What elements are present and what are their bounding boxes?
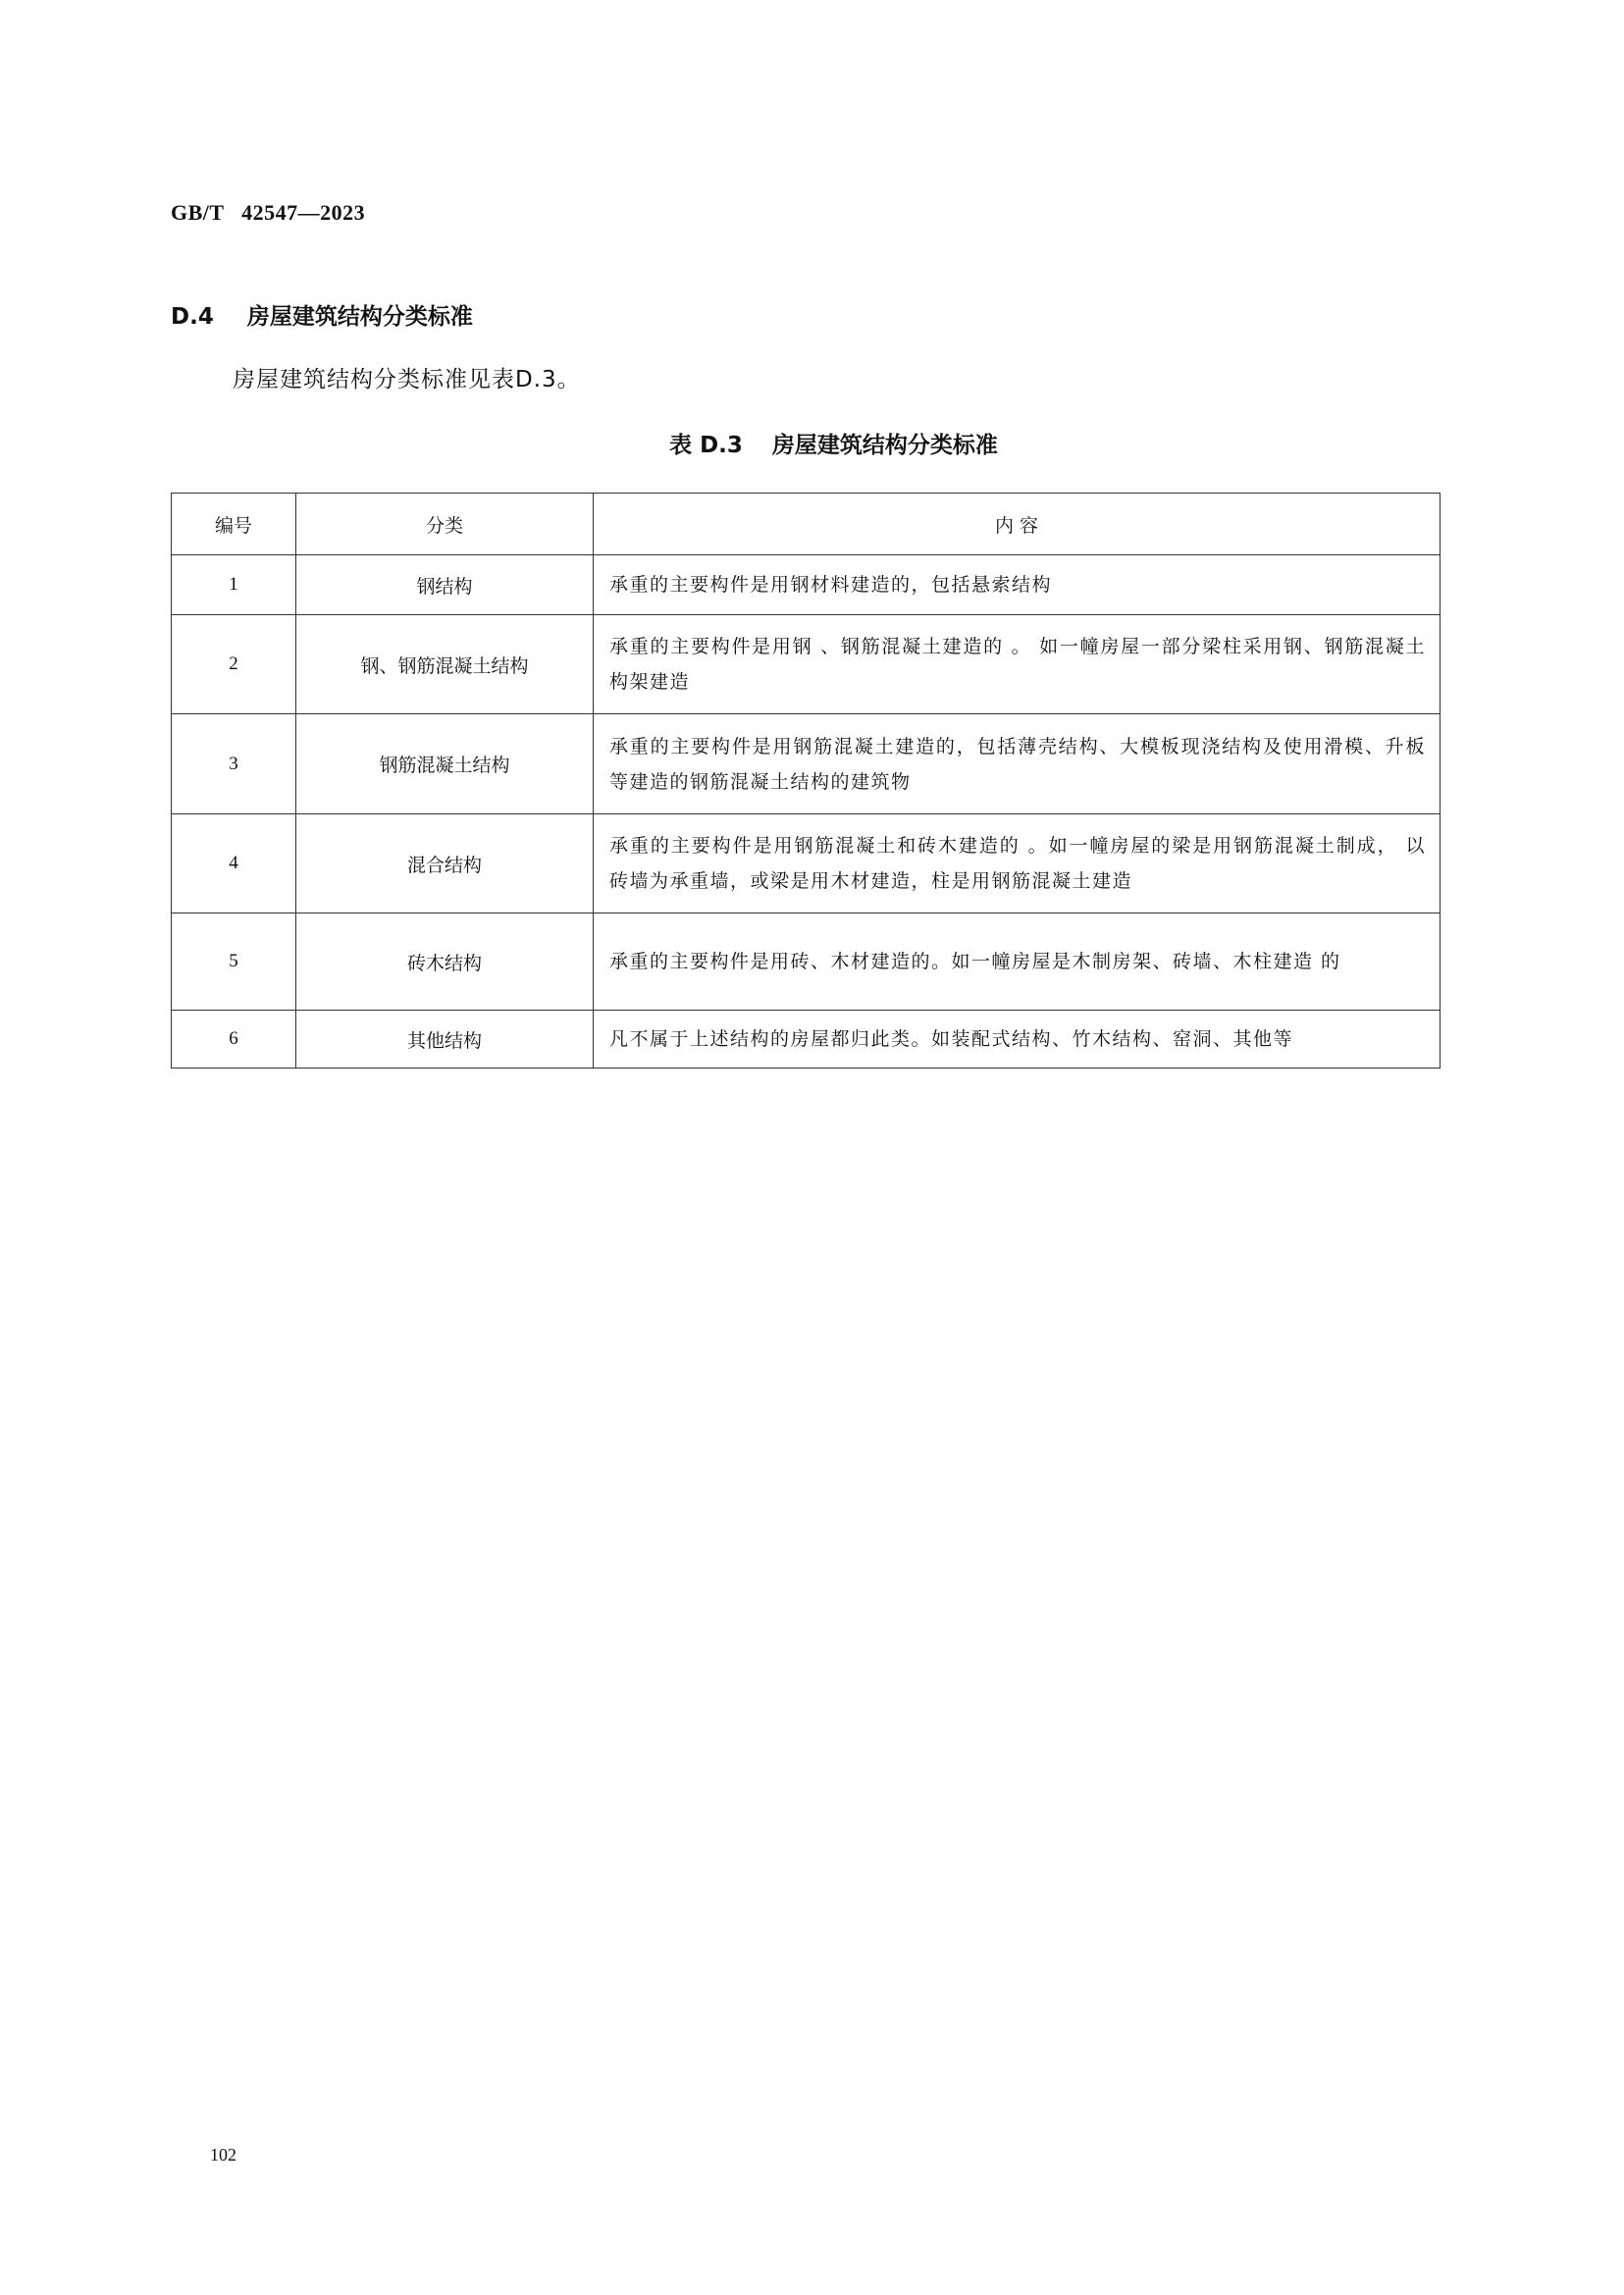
row-content: 凡不属于上述结构的房屋都归此类。如装配式结构、竹木结构、窑洞、其他等 [594, 1011, 1441, 1069]
table-row [172, 714, 1441, 814]
row-number: 1 [172, 555, 296, 615]
column-header-category: 分类 [296, 494, 594, 555]
row-content: 承重的主要构件是用钢筋混凝土建造的，包括薄壳结构、大模板现浇结构及使用滑模、升板等建造的钢筋混凝土结构的建筑物 [594, 714, 1441, 814]
row-content: 承重的主要构件是用钢 、钢筋混凝土建造的 。 如一幢房屋一部分梁柱采用钢、钢筋混凝土构架建造 [594, 615, 1441, 714]
section-number: D.4 [171, 304, 214, 330]
row-number: 2 [172, 615, 296, 714]
row-number: 4 [172, 814, 296, 913]
page-number: 102 [210, 2145, 236, 2165]
column-header-number: 编号 [172, 494, 296, 555]
table-caption-number: 表 D.3 [669, 433, 743, 458]
table-row [172, 913, 1441, 1011]
row-number: 3 [172, 714, 296, 814]
standard-code: GB/T 42547—2023 [171, 200, 366, 225]
row-category: 砖木结构 [296, 913, 594, 1011]
row-category: 混合结构 [296, 814, 594, 913]
table-row [172, 615, 1441, 714]
section-heading [171, 298, 473, 331]
section-title: 房屋建筑结构分类标准 [246, 304, 473, 330]
table-row [172, 814, 1441, 913]
row-category: 钢筋混凝土结构 [296, 714, 594, 814]
row-content: 承重的主要构件是用钢材料建造的，包括悬索结构 [594, 555, 1441, 615]
row-number: 5 [172, 913, 296, 1011]
row-category: 钢结构 [296, 555, 594, 615]
classification-table [171, 493, 1441, 1069]
row-category: 其他结构 [296, 1011, 594, 1069]
section-intro: 房屋建筑结构分类标准见表D.3。 [233, 367, 581, 392]
row-content: 承重的主要构件是用砖、木材建造的。如一幢房屋是木制房架、砖墙、木柱建造 的 [594, 913, 1441, 1011]
row-category: 钢、钢筋混凝土结构 [296, 615, 594, 714]
table-row [172, 1011, 1441, 1069]
column-header-content: 内 容 [594, 494, 1441, 555]
table-row [172, 555, 1441, 615]
table-header-row [172, 494, 1441, 555]
row-number: 6 [172, 1011, 296, 1069]
table-caption [0, 427, 1624, 459]
table-caption-title: 房屋建筑结构分类标准 [771, 433, 998, 458]
row-content: 承重的主要构件是用钢筋混凝土和砖木建造的 。如一幢房屋的梁是用钢筋混凝土制成， 以砖墙为承重墙，或梁是用木材建造，柱是用钢筋混凝土建造 [594, 814, 1441, 913]
